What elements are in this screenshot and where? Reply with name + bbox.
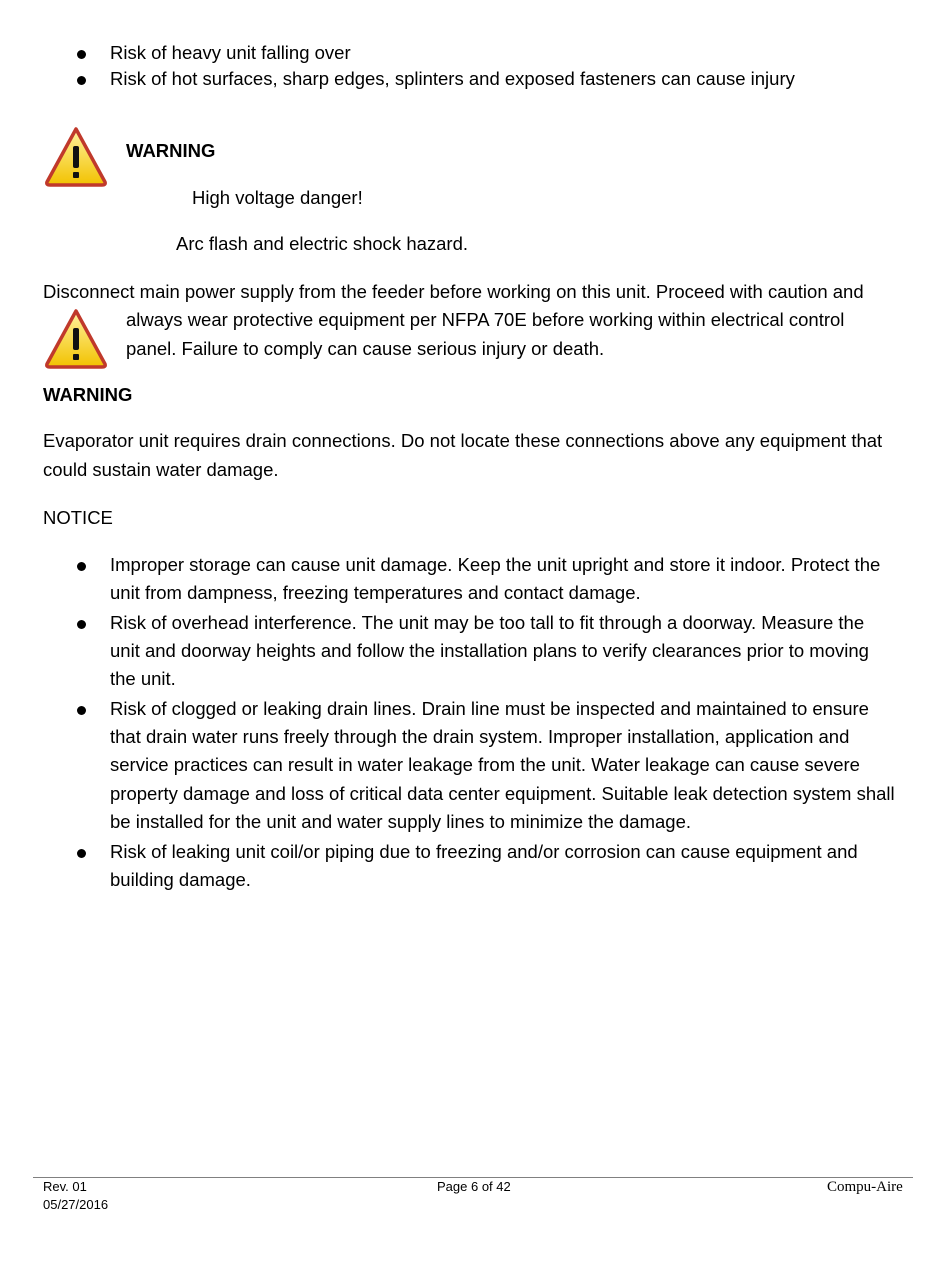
warning-text: Evaporator unit requires drain connections. Do not locate these connections above any equipment that <box>43 430 883 451</box>
list-item: be installed for the unit and water supply lines to minimize the damage. <box>110 811 692 832</box>
list-item: service practices can result in water leakage from the unit. Water leakage can cause severe <box>110 754 860 775</box>
bullet-dot <box>77 76 86 85</box>
list-item: Improper storage can cause unit damage. Keep the unit upright and store it indoor. Protect the <box>110 554 881 575</box>
warning-text: Arc flash and electric shock hazard. <box>176 233 469 254</box>
warning-heading: WARNING <box>126 140 216 161</box>
warning-paragraph: always wear protective equipment per NFPA 70E before working within electrical control <box>126 309 845 330</box>
warning-triangle-icon <box>44 308 108 370</box>
footer-page-number: Page 6 of 42 <box>437 1179 511 1194</box>
list-item: unit and doorway heights and follow the installation plans to verify clearances prior to moving <box>110 640 869 661</box>
list-item: unit from dampness, freezing temperatures and contact damage. <box>110 582 641 603</box>
list-item: property damage and loss of critical data center equipment. Suitable leak detection system shall <box>110 783 895 804</box>
list-item: Risk of hot surfaces, sharp edges, splinters and exposed fasteners can cause injury <box>110 68 795 89</box>
footer-brand: Compu-Aire <box>827 1179 903 1195</box>
list-item: Risk of clogged or leaking drain lines. Drain line must be inspected and maintained to ensure <box>110 698 869 719</box>
warning-triangle-icon <box>44 126 108 188</box>
warning-heading: WARNING <box>43 384 133 405</box>
list-item: that drain water runs freely through the drain system. Improper installation, application and <box>110 726 850 747</box>
bullet-dot <box>77 849 86 858</box>
bullet-dot <box>77 562 86 571</box>
list-item: the unit. <box>110 668 176 689</box>
notice-heading: NOTICE <box>43 507 113 528</box>
footer-divider <box>33 1177 913 1178</box>
bullet-dot <box>77 706 86 715</box>
footer-rev: Rev. 01 <box>43 1179 87 1194</box>
warning-text: High voltage danger! <box>192 187 363 208</box>
bullet-dot <box>77 620 86 629</box>
list-item: building damage. <box>110 869 251 890</box>
list-item: Risk of overhead interference. The unit may be too tall to fit through a doorway. Measure the <box>110 612 865 633</box>
list-item: Risk of leaking unit coil/or piping due to freezing and/or corrosion can cause equipment and <box>110 841 858 862</box>
warning-paragraph: Disconnect main power supply from the feeder before working on this unit. Proceed with caution and <box>43 281 864 302</box>
warning-paragraph: panel. Failure to comply can cause serious injury or death. <box>126 338 605 359</box>
list-item: Risk of heavy unit falling over <box>110 42 351 63</box>
bullet-dot <box>77 50 86 59</box>
footer-date: 05/27/2016 <box>43 1197 109 1212</box>
warning-text: could sustain water damage. <box>43 459 279 480</box>
